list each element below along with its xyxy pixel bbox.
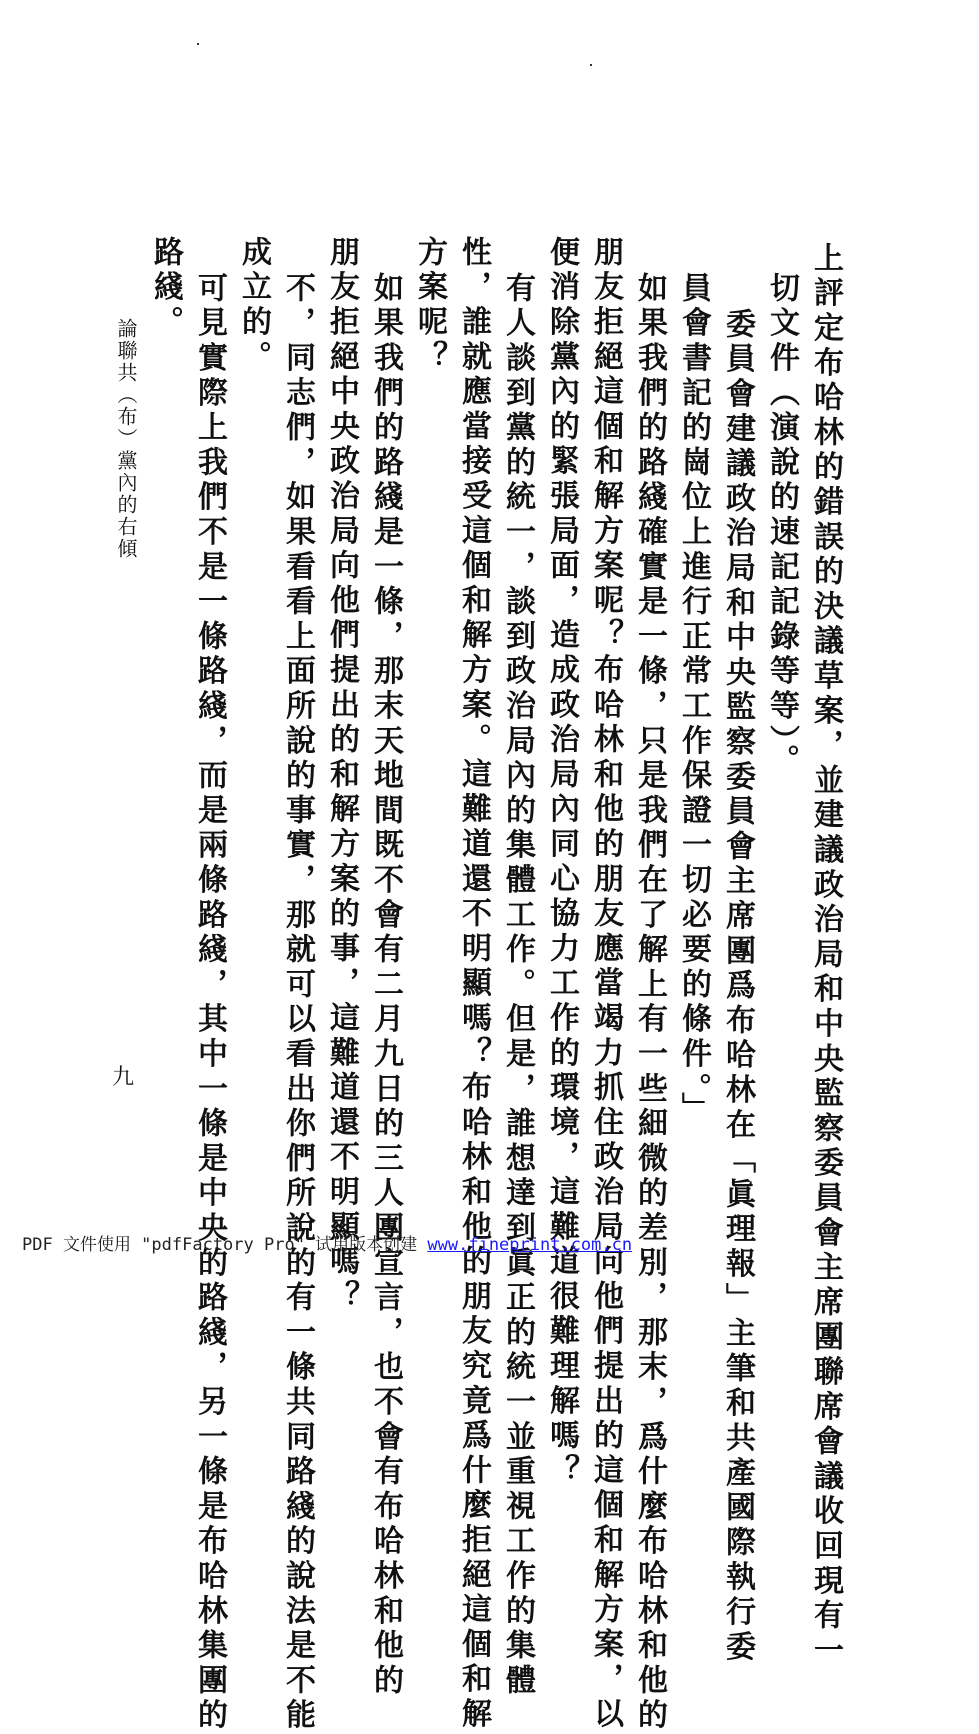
page-number: 九 [112,1065,135,1090]
text-column-13: 不，同志們，如果看看上面所說的事實，那就可以看出你們所說的有一條共同路綫的說法是不能 [280,272,315,1734]
text-column-5: 如果我們的路綫確實是一條，只是我們在了解上有一些細微的差別，那末，爲什麼布哈林和他的 [632,272,667,1734]
text-column-4: 員會書記的崗位上進行正常工作保證一切必要的條件。」 [676,272,711,1127]
scan-speck [590,64,592,66]
text-column-7: 便消除黨內的緊張局面，造成政治局內同心協力工作的環境，這難道很難理解嗎？ [544,236,579,1489]
text-column-12: 朋友拒絕中央政治局向他們提出的和解方案的事，這難道還不明顯嗎？ [324,236,359,1315]
footer-text: PDF 文件使用 "pdfFactory Pro" 试用版本创建 [22,1235,428,1255]
running-head: 論聯共（布）黨內的右傾 [114,318,138,560]
text-column-2: 切文件（演說的速記記錄等等）。 [764,272,799,779]
pdf-footer [22,1230,632,1255]
text-column-6: 朋友拒絕這個和解方案呢？布哈林和他的朋友應當竭力抓住政治局向他們提出的這個和解方案，以 [588,236,623,1733]
footer-link[interactable]: www.fineprint.com.cn [427,1235,633,1255]
text-column-14: 成立的。 [236,236,271,376]
text-column-16: 路綫。 [148,236,183,341]
text-column-9: 性，誰就應當接受這個和解方案。這難道還不明顯嗎？布哈林和他的朋友究竟爲什麼拒絕這個和解 [456,236,491,1733]
text-column-15: 可見實際上我們不是一條路綫，而是兩條路綫，其中一條是中央的路綫，另一條是布哈林集團的 [192,272,227,1734]
text-column-11: 如果我們的路綫是一條，那末天地間既不會有二月九日的三人團宣言，也不會有布哈林和他的 [368,272,403,1699]
scan-speck [197,43,199,45]
text-column-8: 有人談到黨的統一，談到政治局內的集體工作。但是，誰想達到眞正的統一並重視工作的集體 [500,272,535,1699]
text-column-1: 上評定布哈林的錯誤的決議草案，並建議政治局和中央監察委員會主席團聯席會議收回現有一 [808,242,843,1669]
text-column-10: 方案呢？ [412,236,447,376]
text-column-3: 委員會建議政治局和中央監察委員會主席團爲布哈林在「眞理報」主筆和共產國際執行委 [720,308,755,1666]
